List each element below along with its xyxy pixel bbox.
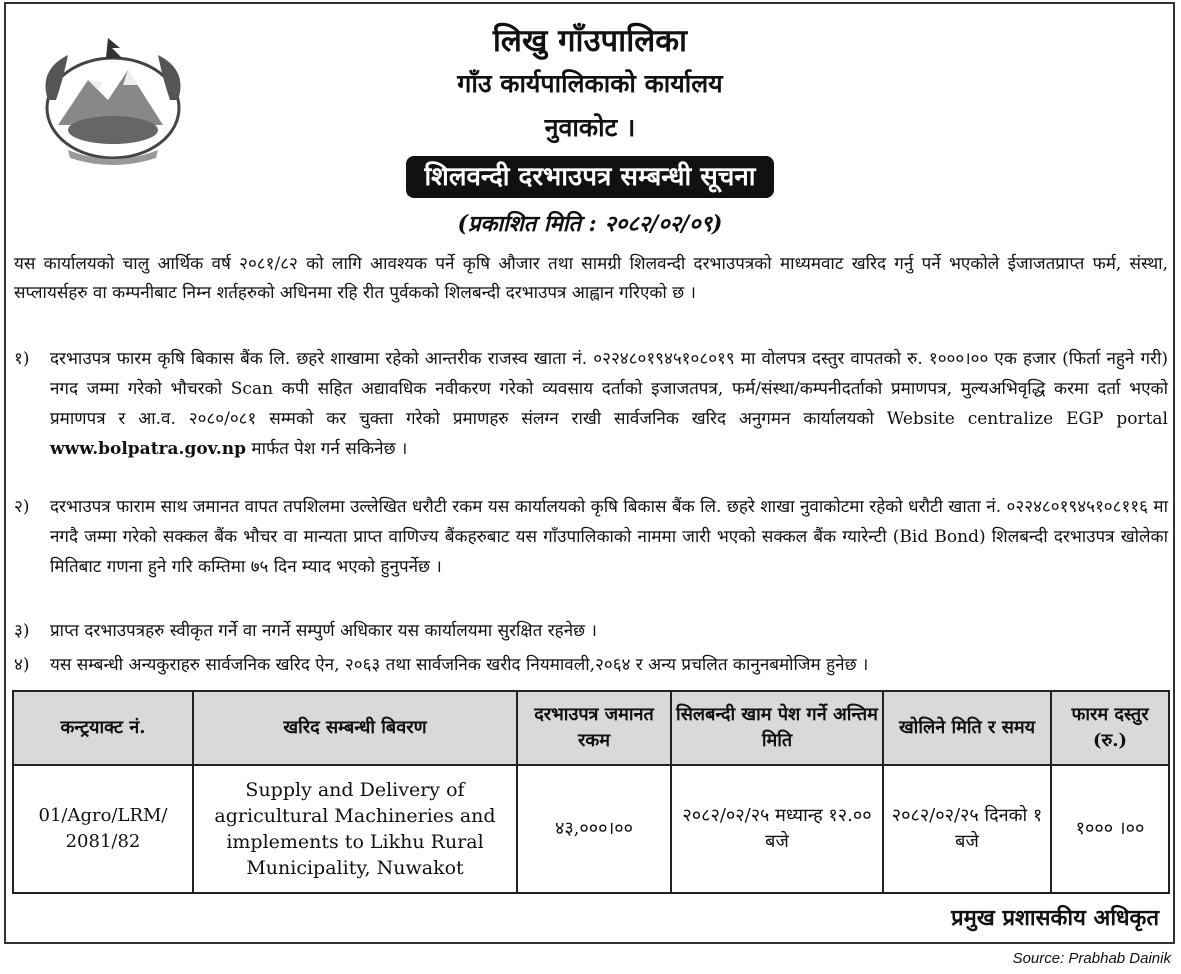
header-bid-security: दरभाउपत्र जमानत रकम [517,691,671,765]
condition-number: १) [14,349,30,369]
condition-4 [14,650,1168,680]
office-location: नुवाकोट । [544,113,636,142]
condition-text: दरभाउपत्र फारम कृषि बिकास बैंक लि. छहरे शाखामा रहेको आन्तरीक राजस्व खाता नं. ०२२४८०१९४५१०८०१९ मा वोलपत्र दस्तुर वापतको रु. १०००।०० एक हजार (फिर्ता नहुने गरी) नगद जम्मा गरेको भौचरको Scan कपी सहित अद्यावधिक नवीकरण गरेको व्यवसाय दर्ताको इजाजतपत्र, फर्म/संस्था/कम्पनीदर्ताको प्रमाणपत्र, मुल्यअभिवृद्धि करमा दर्ता भएको प्रमाणपत्र र आ.व. २०८०/०८१ सम्मको कर चुक्ता गरेको प्रमाणहरु संलग्न राखी सार्वजनिक खरिद अनुगमन कार्यालयको Website centralize EGP portal [50,349,1168,429]
office-name: लिखु गाँउपालिका [492,23,688,59]
condition-tail: मार्फत पेश गर्न सकिनेछ । [251,439,408,459]
cell-description: Supply and Delivery of agricultural Machineries and implements to Likhu Rural Municipality, Nuwakot [193,765,517,893]
bolpatra-link[interactable]: www.bolpatra.gov.np [50,439,246,459]
tender-table [12,690,1170,894]
office-subtitle: गाँउ कार्यपालिकाको कार्यालय [457,69,723,98]
condition-text: दरभाउपत्र फाराम साथ जमानत वापत तपशिलमा उल्लेखित धरौटी रकम यस कार्यालयको कृषि बिकास बैंक लि. छहरे शाखा नुवाकोटमा रहेको धरौटी खाता नं. ०२२४८०१९४५१०८११६ मा नगदै जम्मा गरेको सक्कल बैंक भौचर वा मान्यता प्राप्त वाणिज्य बैंकहरुबाट यस गाँउपालिकाको नाममा जारी भएको सक्कल बैंक ग्यारेन्टी (Bid Bond) शिलबन्दी दरभाउपत्र खोलेका मितिबाट गणना हुने गरि कम्तिमा ७५ दिन म्याद भएको हुनुपर्नेछ । [50,497,1168,577]
notice-title: शिलवन्दी दरभाउपत्र सम्बन्धी सूचना [406,156,773,198]
condition-text: प्राप्त दरभाउपत्रहरु स्वीकृत गर्ने वा नगर्ने सम्पुर्ण अधिकार यस कार्यालयमा सुरक्षित रहनेछ । [50,621,597,641]
condition-3 [14,616,1168,646]
table-row [13,765,1169,893]
nepal-emblem-icon [28,30,198,170]
header-fee: फारम दस्तुर (रु.) [1051,691,1169,765]
cell-bid-security: ४३,०००।०० [517,765,671,893]
condition-number: २) [14,497,30,517]
notice-header [280,20,900,198]
source-credit: Source: Prabhab Dainik [1012,950,1171,967]
table-header-row [13,691,1169,765]
published-date: (प्रकाशित मिति : २०८२/०२/०९) [457,211,723,237]
header-contract-no: कन्ट्रयाक्ट नं. [13,691,193,765]
condition-text: यस सम्बन्धी अन्यकुराहरु सार्वजनिक खरिद ऐन, २०६३ तथा सार्वजनिक खरीद नियमावली,२०६४ र अन्य प्रचलित कानुनबमोजिम हुनेछ । [50,655,869,675]
intro-paragraph: यस कार्यालयको चालु आर्थिक वर्ष २०८१/८२ को लागि आवश्यक पर्ने कृषि औजार तथा सामग्री शिलवन्दी दरभाउपत्रको माध्यमवाट खरिद गर्नु पर्ने भएकोले ईजाजतप्राप्त फर्म, संस्था, सप्लायर्सहरु वा कम्पनीबाट निम्न शर्तहरुको अधिनमा रहि रीत पुर्वकको शिलबन्दी दरभाउपत्र आह्वान गरिएको छ । [14,254,1168,303]
header-deadline: सिलबन्दी खाम पेश गर्ने अन्तिम मिति [671,691,883,765]
header-opening: खोलिने मिति र समय [883,691,1051,765]
condition-number: ३) [14,621,30,641]
condition-2 [14,492,1168,582]
condition-number: ४) [14,655,30,675]
header-description: खरिद सम्बन्धी बिवरण [193,691,517,765]
cell-fee: १००० ।०० [1051,765,1169,893]
cell-opening: २०८२/०२/२५ दिनको १ बजे [883,765,1051,893]
condition-1 [14,344,1168,464]
signature: प्रमुख प्रशासकीय अधिकृत [951,905,1159,931]
cell-deadline: २०८२/०२/२५ मध्यान्ह १२.०० बजे [671,765,883,893]
cell-contract-no: 01/Agro/LRM/ 2081/82 [13,765,193,893]
